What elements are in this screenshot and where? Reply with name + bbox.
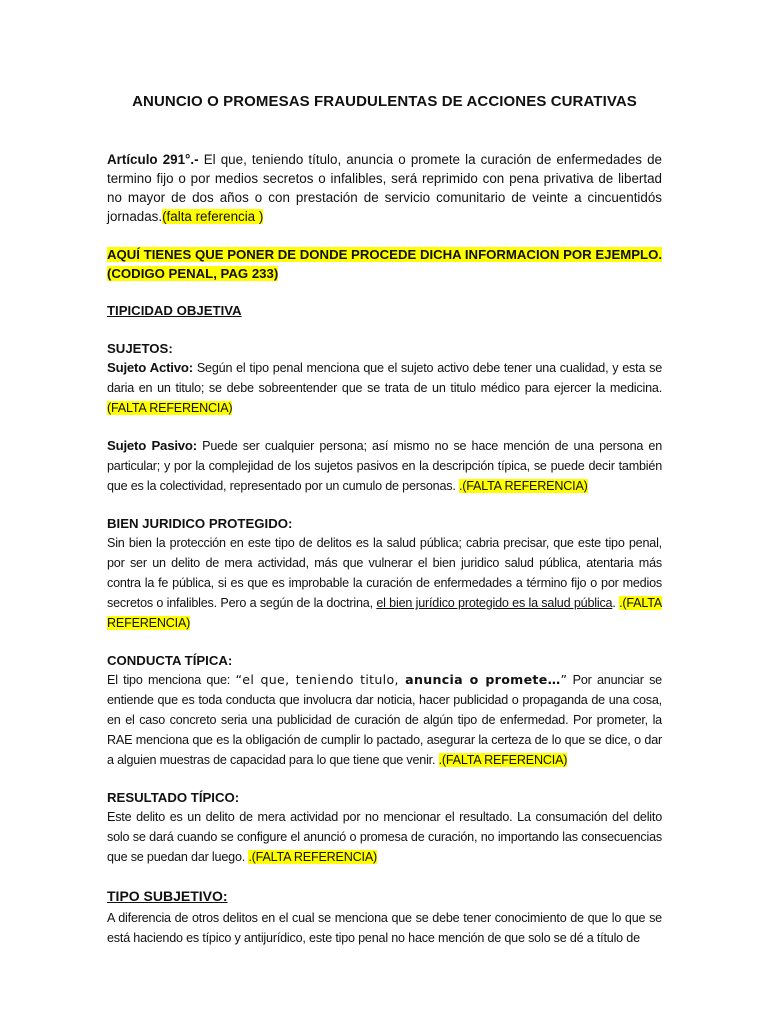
- article-note: (falta referencia ): [162, 209, 264, 224]
- resultado-note: .(FALTA REFERENCIA): [248, 850, 378, 864]
- sujeto-pasivo-text: Puede ser cualquier persona; así mismo no se hace mención de una persona en particular; y por la complejidad de los sujetos pasivos en la descripción típica, se puede decir también que es la colectividad, representado por un cumulo de personas.: [107, 439, 662, 493]
- bien-juridico-heading: BIEN JURIDICO PROTEGIDO:: [107, 516, 293, 531]
- article-text: El que, teniendo título, anuncia o promete la curación de enfermedades de termino fijo o por medios secretos o infalibles, será reprimido con pena privativa de libertad no mayor de dos años o con prestación de servicio comunitario de veinte a cincuentidós jornadas.: [107, 152, 663, 224]
- conducta-note: .(FALTA REFERENCIA): [438, 753, 568, 767]
- subjetivo-paragraph: A diferencia de otros delitos en el cual se menciona que se debe tener conocimiento de que lo que se está haciendo es típico y antijurídico, este tipo penal no hace mención de que solo se dé a título de: [107, 911, 662, 945]
- sujeto-pasivo-paragraph: [107, 436, 662, 496]
- conducta-quote: “el que, teniendo titulo,: [235, 672, 406, 687]
- instruction-note: AQUÍ TIENES QUE PONER DE DONDE PROCEDE DICHA INFORMACION POR EJEMPLO. (CODIGO PENAL, PAG 233): [107, 247, 662, 281]
- conducta-quote-end: ”: [560, 672, 568, 687]
- resultado-heading: RESULTADO TÍPICO:: [107, 790, 240, 805]
- conducta-heading: CONDUCTA TÍPICA:: [107, 653, 233, 668]
- sujeto-pasivo-label: Sujeto Pasivo:: [107, 438, 197, 453]
- bien-juridico-note: .(FALTA REFERENCIA): [107, 596, 662, 630]
- bien-juridico-text: Sin bien la protección en este tipo de delitos es la salud pública; cabria precisar, que este tipo penal, por ser un delito de mera actividad, más que vulnerar el bien juridico salud pública, atentaria más contra la fe pública, si es que es improbable la curación de enfermedades a término fijo o por medios secretos o infalibles. Pero a según de la doctrina,: [107, 536, 662, 610]
- subjetivo-heading: TIPO SUBJETIVO:: [107, 888, 228, 904]
- sujetos-heading: SUJETOS:: [107, 341, 173, 356]
- sujeto-pasivo-note: .(FALTA REFERENCIA): [458, 479, 588, 493]
- resultado-paragraph: [107, 807, 662, 867]
- sujeto-activo-label: Sujeto Activo:: [107, 360, 193, 375]
- conducta-paragraph: [107, 670, 662, 770]
- sujeto-activo-note: (FALTA REFERENCIA): [107, 401, 233, 415]
- tipicidad-heading: TIPICIDAD OBJETIVA: [107, 303, 242, 318]
- article-paragraph: [107, 150, 662, 226]
- conducta-intro: El tipo menciona que:: [107, 673, 236, 687]
- document-title: ANUNCIO O PROMESAS FRAUDULENTAS DE ACCIONES CURATIVAS: [132, 93, 637, 110]
- bien-juridico-after: .: [612, 596, 620, 610]
- sujeto-activo-paragraph: [107, 358, 662, 418]
- conducta-text: Por anunciar se entiende que es toda conducta que involucra dar noticia, hacer publicidad o propaganda de una cosa, en el caso concreto seria una publicidad de curación de algún tipo de enfermedad. Por prometer, la RAE menciona que es la obligación de cumplir lo pactado, asegurar la certeza de lo que se dice, o dar a alguien muestras de capacidad para lo que tiene que venir.: [107, 673, 662, 767]
- sujeto-activo-text: Según el tipo penal menciona que el sujeto activo debe tener una cualidad, y esta se daria en un titulo; se debe sobreentender que se trata de un titulo médico para ejercer la medicina.: [107, 361, 662, 395]
- conducta-quote-bold: anuncia o promete…: [405, 672, 561, 687]
- document-body: [107, 92, 662, 948]
- article-label: Artículo 291°.-: [107, 152, 199, 167]
- bien-juridico-underlined: el bien jurídico protegido es la salud pública: [376, 596, 613, 610]
- bien-juridico-paragraph: [107, 533, 662, 633]
- resultado-text: Este delito es un delito de mera actividad por no mencionar el resultado. La consumación del delito solo se dará cuando se configure el anunció o promesa de curación, no importando las consecuencias que se puedan dar luego.: [107, 810, 662, 864]
